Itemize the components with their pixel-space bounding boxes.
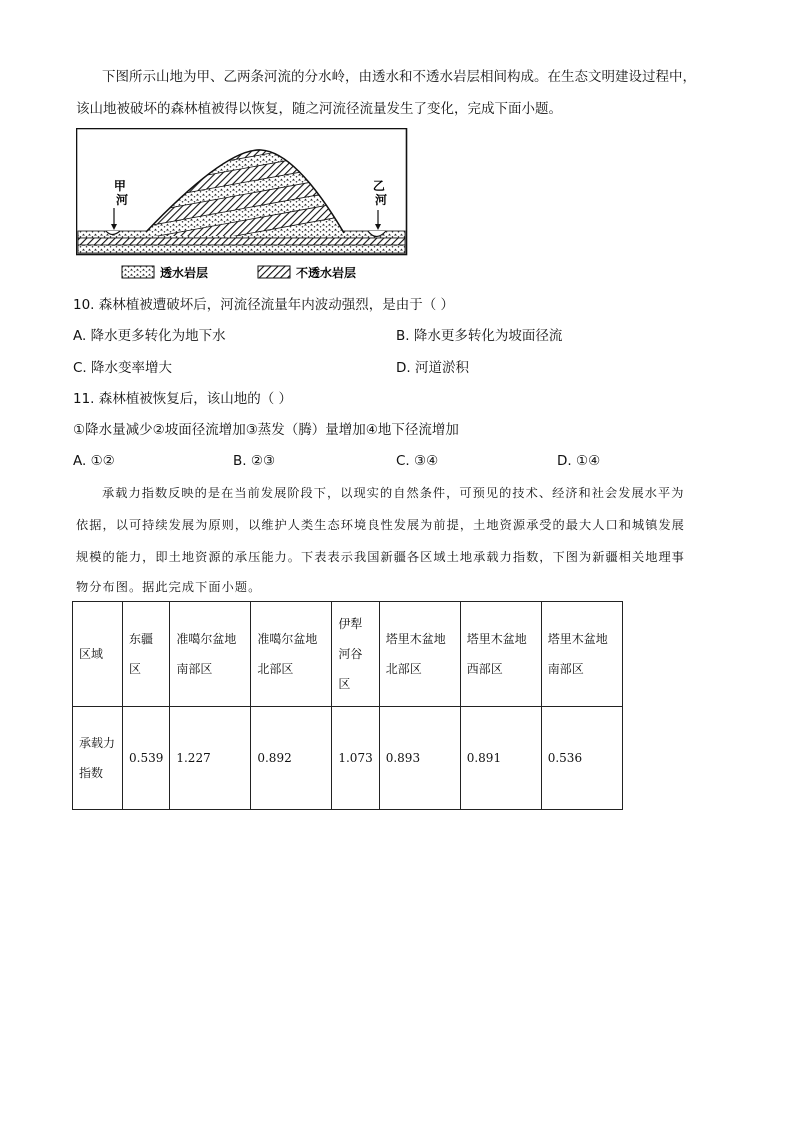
question-10-stem: 10. 森林植被遭破坏后，河流径流量年内波动强烈，是由于（ ） bbox=[73, 297, 455, 313]
table-cell: 1.227 bbox=[170, 707, 251, 810]
question-11-option-a: A. ①② bbox=[73, 453, 115, 469]
table-header-cell: 准噶尔盆地北部区 bbox=[251, 602, 332, 707]
table-cell: 0.892 bbox=[251, 707, 332, 810]
table-row-label: 承载力指数 bbox=[73, 707, 123, 810]
table-cell: 0.539 bbox=[123, 707, 170, 810]
ground-permeable-layer-lower bbox=[78, 245, 405, 253]
table-header-cell: 准噶尔盆地南部区 bbox=[170, 602, 251, 707]
question-11-option-d: D. ①④ bbox=[557, 453, 601, 469]
legend-impermeable-swatch bbox=[258, 266, 290, 278]
table-header-label: 区域 bbox=[73, 602, 123, 707]
table-cell: 1.073 bbox=[332, 707, 379, 810]
table-header-cell: 塔里木盆地北部区 bbox=[379, 602, 460, 707]
question-11-option-b: B. ②③ bbox=[233, 453, 276, 469]
table-cell: 0.893 bbox=[379, 707, 460, 810]
ground-impermeable-layer bbox=[78, 238, 405, 245]
table-header-cell: 东疆区 bbox=[123, 602, 170, 707]
table-header-cell: 伊犁河谷区 bbox=[332, 602, 379, 707]
table-header-cell: 塔里木盆地南部区 bbox=[541, 602, 622, 707]
cross-section-diagram bbox=[76, 128, 412, 284]
question-11-stem: 11. 森林植被恢复后，该山地的（ ） bbox=[73, 391, 293, 407]
question-11-option-c: C. ③④ bbox=[396, 453, 439, 469]
question-11-items: ①降水量减少②坡面径流增加③蒸发（腾）量增加④地下径流增加 bbox=[73, 422, 459, 438]
table-cell: 0.891 bbox=[460, 707, 541, 810]
legend-permeable-swatch bbox=[122, 266, 154, 278]
question-10-option-c: C. 降水变率增大 bbox=[73, 360, 173, 376]
right-river-label: 乙 河 bbox=[372, 179, 388, 207]
intro-paragraph-2-line-3: 规模的能力，即土地资源的承压能力。下表表示我国新疆各区域土地承载力指数，下图为新疆相关地理事 bbox=[76, 550, 685, 564]
table-header-cell: 塔里木盆地西部区 bbox=[460, 602, 541, 707]
question-10-option-d: D. 河道淤积 bbox=[396, 360, 469, 376]
intro-paragraph-1-line-1: 下图所示山地为甲、乙两条河流的分水岭，由透水和不透水岩层相间构成。在生态文明建设过程中， bbox=[102, 69, 696, 85]
legend-permeable-label: 透水岩层 bbox=[160, 266, 209, 280]
intro-paragraph-2-line-4: 物分布图。据此完成下面小题。 bbox=[76, 580, 262, 594]
question-10-option-b: B. 降水更多转化为坡面径流 bbox=[396, 328, 563, 344]
intro-paragraph-1-line-2: 该山地被破坏的森林植被得以恢复，随之河流径流量发生了变化，完成下面小题。 bbox=[76, 101, 562, 117]
table-row bbox=[73, 707, 623, 810]
carrying-capacity-table bbox=[72, 601, 623, 810]
question-10-option-a: A. 降水更多转化为地下水 bbox=[73, 328, 226, 344]
intro-paragraph-2-line-2: 依据，以可持续发展为原则，以维护人类生态环境良性发展为前提，土地资源承受的最大人口和城镇发展 bbox=[76, 518, 685, 532]
table-header-row bbox=[73, 602, 623, 707]
intro-paragraph-2-line-1: 承载力指数反映的是在当前发展阶段下，以现实的自然条件，可预见的技术、经济和社会发展水平为 bbox=[102, 486, 685, 500]
left-river-label: 甲 河 bbox=[113, 179, 129, 207]
table-cell: 0.536 bbox=[541, 707, 622, 810]
legend-impermeable-label: 不透水岩层 bbox=[296, 266, 357, 280]
